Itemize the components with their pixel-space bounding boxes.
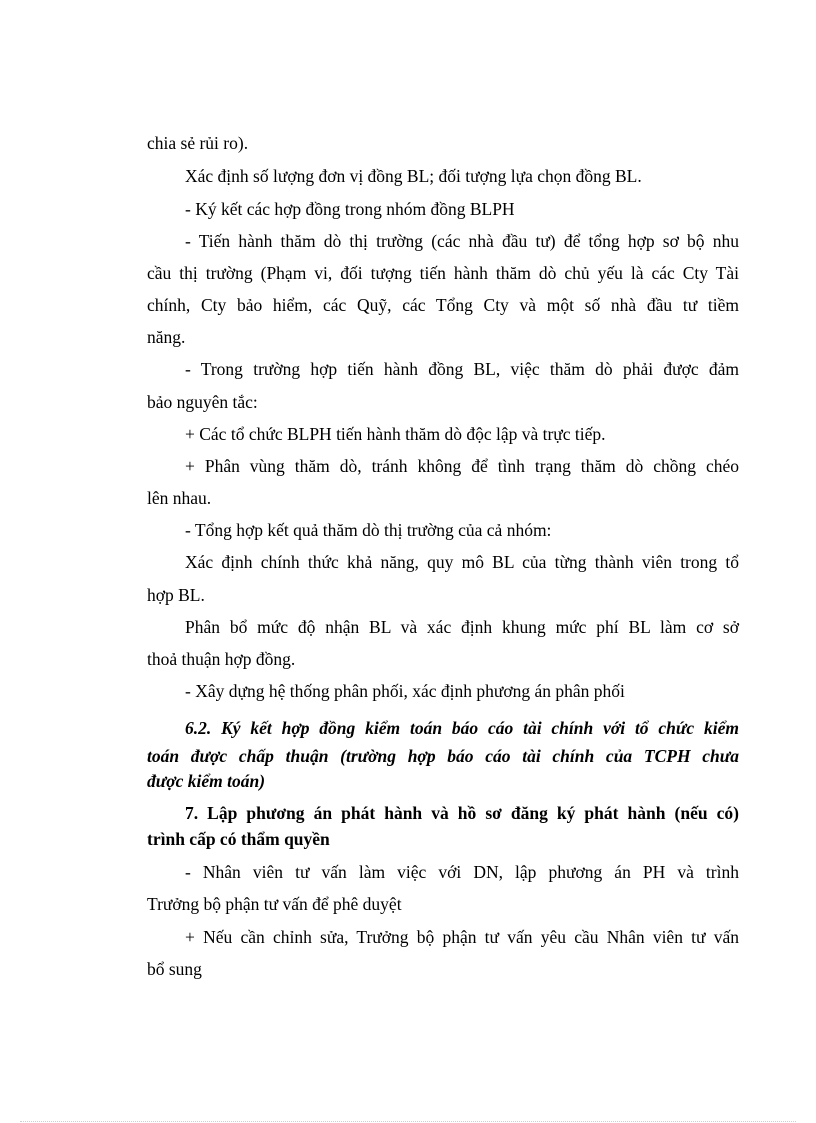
text-line: - Tiến hành thăm dò thị trường (các nhà đầu tư) để tổng hợp sơ bộ nhu <box>185 231 739 251</box>
page-bottom-divider <box>20 1121 796 1122</box>
text-line: - Nhân viên tư vấn làm việc với DN, lập phương án PH và trình <box>185 862 739 882</box>
text-line: năng. <box>147 327 186 347</box>
text-line: hợp BL. <box>147 585 205 605</box>
text-line: + Nếu cần chỉnh sửa, Trưởng bộ phận tư vấn yêu cầu Nhân viên tư vấn <box>185 927 739 947</box>
text-line: - Trong trường hợp tiến hành đồng BL, việc thăm dò phải được đảm <box>185 359 739 379</box>
section-heading-line: 7. Lập phương án phát hành và hồ sơ đăng ký phát hành (nếu có) <box>185 803 739 823</box>
text-line: lên nhau. <box>147 488 212 508</box>
text-line: - Ký kết các hợp đồng trong nhóm đồng BLPH <box>185 199 515 219</box>
text-line: chính, Cty bảo hiểm, các Quỹ, các Tổng Cty và một số nhà đầu tư tiềm <box>147 295 739 315</box>
section-heading-line: được kiểm toán) <box>147 771 266 791</box>
section-heading-line: 6.2. Ký kết hợp đồng kiểm toán báo cáo tài chính với tổ chức kiểm <box>185 718 739 738</box>
text-line: cầu thị trường (Phạm vi, đối tượng tiến hành thăm dò chủ yếu là các Cty Tài <box>147 263 739 283</box>
text-line: bổ sung <box>147 959 202 979</box>
text-line: chia sẻ rủi ro). <box>147 133 249 153</box>
text-line: - Xây dựng hệ thống phân phối, xác định phương án phân phối <box>185 681 625 701</box>
text-line: Trưởng bộ phận tư vấn để phê duyệt <box>147 894 402 914</box>
text-line: Phân bổ mức độ nhận BL và xác định khung mức phí BL làm cơ sở <box>185 617 739 637</box>
text-line: Xác định số lượng đơn vị đồng BL; đối tượng lựa chọn đồng BL. <box>185 166 642 186</box>
text-line: - Tổng hợp kết quả thăm dò thị trường của cả nhóm: <box>185 520 552 540</box>
text-line: bảo nguyên tắc: <box>147 392 258 412</box>
text-line: Xác định chính thức khả năng, quy mô BL của từng thành viên trong tổ <box>185 552 739 572</box>
section-heading-line: trình cấp có thẩm quyền <box>147 829 330 849</box>
text-line: thoả thuận hợp đồng. <box>147 649 296 669</box>
section-heading-line: toán được chấp thuận (trường hợp báo cáo tài chính của TCPH chưa <box>147 746 739 766</box>
text-line: + Các tổ chức BLPH tiến hành thăm dò độc lập và trực tiếp. <box>185 424 606 444</box>
text-line: + Phân vùng thăm dò, tránh không để tình trạng thăm dò chồng chéo <box>185 456 739 476</box>
